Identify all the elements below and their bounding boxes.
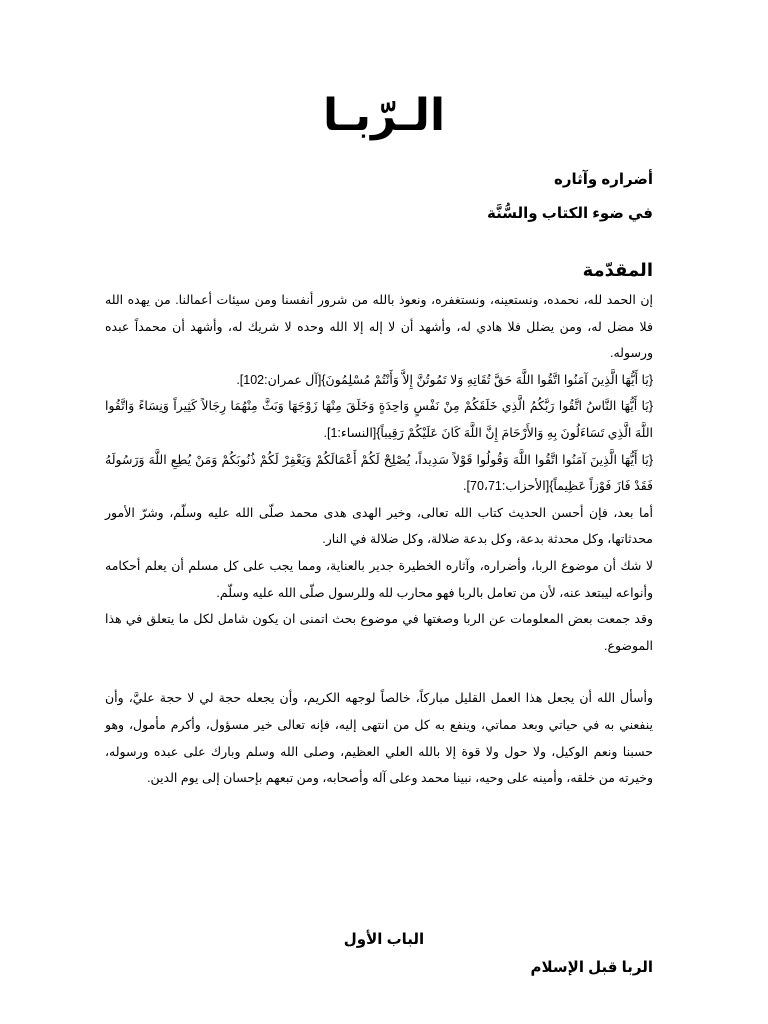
subtitle-harms: أضراره وآثاره [554, 171, 653, 188]
introduction-body [105, 287, 653, 792]
subsection-heading: الربا قبل الإسلام [530, 959, 653, 976]
paragraph-opening: إن الحمد لله، نحمده، ونستعينه، ونستغفره، ونعوذ بالله من شرور أنفسنا ومن سيئات أعمالنا. من يهده الله فلا مضل له، ومن يضلل فلا هادي له، وأشهد أن لا إله إلا الله وحده لا شريك له، وأشهد أن محمداً عبده ورسوله. [105, 293, 653, 361]
paragraph-verse-al-imran: {يَا أَيُّهَا الَّذِينَ آمَنُوا اتَّقُوا اللَّهَ حَقَّ تُقَاتِهِ وَلا تَمُوتُنَّ إِلاَّ وَأَنْتُمْ مُسْلِمُونَ}[آل عمران:102]. [236, 372, 653, 387]
paragraph-amma-baad: أما بعد، فإن أحسن الحديث كتاب الله تعالى، وخير الهدى هدى محمد صلّى الله عليه وسلّم، وشرّ الأمور محدثاتها، وكل محدثة بدعة، وكل بدعة ضلالة، وكل ضلالة في النار. [105, 505, 653, 547]
paragraph-closing-prayer: وأسأل الله أن يجعل هذا العمل القليل مباركاً، خالصاً لوجهه الكريم، وأن يجعله حجة لي لا حجة عليَّ، وأن ينفعني به في حياتي وبعد مماتي، وينفع به كل من انتهى إليه، فإنه تعالى خير مسؤول، وأكرم مأمول، وهو حسبنا ونعم الوكيل، ولا حول ولا قوة إلا بالله العلي العظيم، وصلى الله وسلم وبارك على عبده ورسوله، وخيرته من خلقه، وأمينه على وحيه، نبينا محمد وعلى آله وأصحابه، ومن تبعهم بإحسان إلى يوم الدين. [105, 691, 653, 786]
introduction-heading: المقدّمة [582, 260, 653, 280]
paragraph-topic-importance: لا شك أن موضوع الربا، وأضراره، وآثاره الخطيرة جدير بالعناية، ومما يجب على كل مسلم أن يعلم أحكامه وأنواعه ليبتعد عنه، لأن من تعامل بالربا فهو محارب لله وللرسول صلّى الله عليه وسلّم. [105, 558, 653, 600]
document-title: الـرّبـا [322, 91, 446, 140]
subtitle-quran-sunnah: في ضوء الكتاب والسُّنَّة [487, 205, 653, 222]
paragraph-verse-al-ahzab: {يَا أَيُّهَا الَّذِينَ آمَنُوا اتَّقُوا اللَّهَ وَقُولُوا قَوْلاً سَدِيداً، يُصْلِحْ لَكُمْ أَعْمَالَكُمْ وَيَغْفِرْ لَكُمْ ذُنُوبَكُمْ وَمَنْ يُطِعِ اللَّهَ وَرَسُولَهُ فَقَدْ فَازَ فَوْزاً عَظِيماً}[الأحزاب:70،71]. [105, 452, 653, 494]
chapter-heading: الباب الأول [343, 931, 425, 948]
paragraph-research-note: وقد جمعت بعض المعلومات عن الربا وصغتها في موضوع بحث اتمنى ان يكون شامل لكل ما يتعلق في هذا الموضوع. [105, 612, 653, 653]
paragraph-verse-an-nisa: {يَا أَيُّهَا النَّاسُ اتَّقُوا رَبَّكُمُ الَّذِي خَلَقَكُمْ مِنْ نَفْسٍ وَاحِدَةٍ وَخَلَقَ مِنْهَا زَوْجَهَا وَبَثَّ مِنْهُمَا رِجَالاً كَثِيراً وَنِسَاءً وَاتَّقُوا اللَّهَ الَّذِي تَسَاءَلُونَ بِهِ وَالأَرْحَامَ إِنَّ اللَّهَ كَانَ عَلَيْكُمْ رَقِيباً}[النساء:1]. [105, 399, 653, 440]
